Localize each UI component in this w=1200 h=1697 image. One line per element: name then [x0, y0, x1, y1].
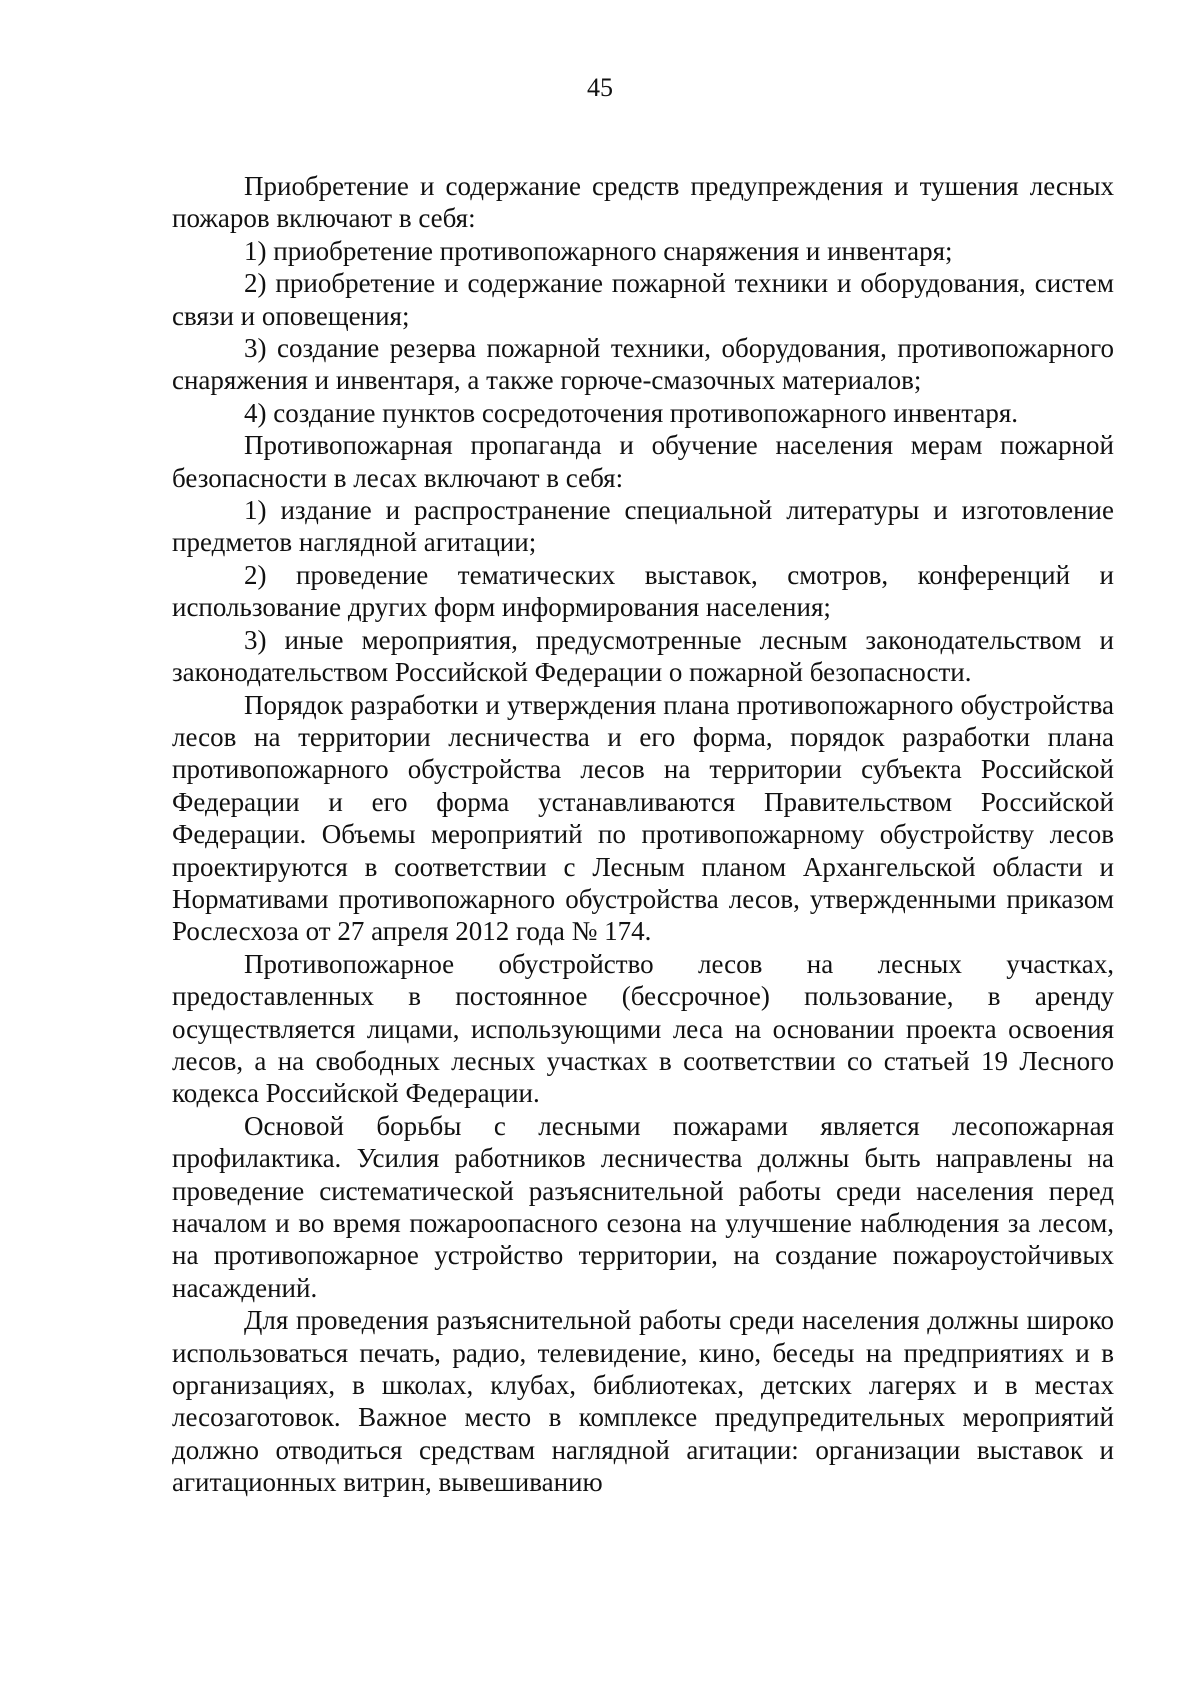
list-item: 1) приобретение противопожарного снаряжения и инвентаря; — [244, 235, 953, 266]
paragraph: Для проведения разъяснительной работы среди населения должны широко использоваться печать, радио, телевидение, кино, беседы на предприятиях и в организациях, в школах, клубах, библиотеках, детских лагерях и в местах лесозаготовок. Важное место в комплексе предупредительных мероприятий должно отводиться средствам наглядной агитации: организации выставок и агитационных витрин, вывешиванию — [172, 1305, 1114, 1498]
list-item: 1) издание и распространение специальной литературы и изготовление предметов наглядной агитации; — [172, 495, 1114, 558]
paragraph: Противопожарная пропаганда и обучение населения мерам пожарной безопасности в лесах включают в себя: — [172, 430, 1114, 493]
paragraph: Порядок разработки и утверждения плана противопожарного обустройства лесов на территории лесничества и его форма, порядок разработки плана противопожарного обустройства лесов на территории субъекта Российской Федерации и его форма устанавливаются Правительством Российской Федерации. Объемы мероприятий по противопожарному обустройству лесов проектируются в соответствии с Лесным планом Архангельской области и Нормативами противопожарного обустройства лесов, утвержденными приказом Рослесхоза от 27 апреля 2012 года № 174. — [172, 689, 1114, 947]
list-item: 2) проведение тематических выставок, смотров, конференций и использование других форм информирования населения; — [172, 559, 1114, 623]
paragraph: Противопожарное обустройство лесов на лесных участках, предоставленных в постоянное (бессрочное) пользование, в аренду осуществляется лицами, использующими леса на основании проекта освоения лесов, а на свободных лесных участках в соответствии со статьей 19 Лесного кодекса Российской Федерации. — [172, 948, 1114, 1109]
paragraph: Приобретение и содержание средств предупреждения и тушения лесных пожаров включают в себя: — [172, 171, 1114, 234]
list-item: 2) приобретение и содержание пожарной техники и оборудования, систем связи и оповещения; — [172, 268, 1114, 331]
body-text — [172, 170, 1114, 1499]
page-number: 45 — [587, 73, 613, 102]
list-item: 3) иные мероприятия, предусмотренные лесным законодательством и законодательством Российской Федерации о пожарной безопасности. — [172, 624, 1114, 688]
list-item: 4) создание пунктов сосредоточения противопожарного инвентаря. — [244, 397, 1019, 428]
paragraph: Основой борьбы с лесными пожарами является лесопожарная профилактика. Усилия работников лесничества должны быть направлены на проведение систематической разъяснительной работы среди населения перед началом и во время пожароопасного сезона на улучшение наблюдения за лесом, на противопожарное устройство территории, на создание пожароустойчивых насаждений. — [172, 1110, 1114, 1303]
list-item: 3) создание резерва пожарной техники, оборудования, противопожарного снаряжения и инвентаря, а также горюче-смазочных материалов; — [172, 333, 1114, 396]
